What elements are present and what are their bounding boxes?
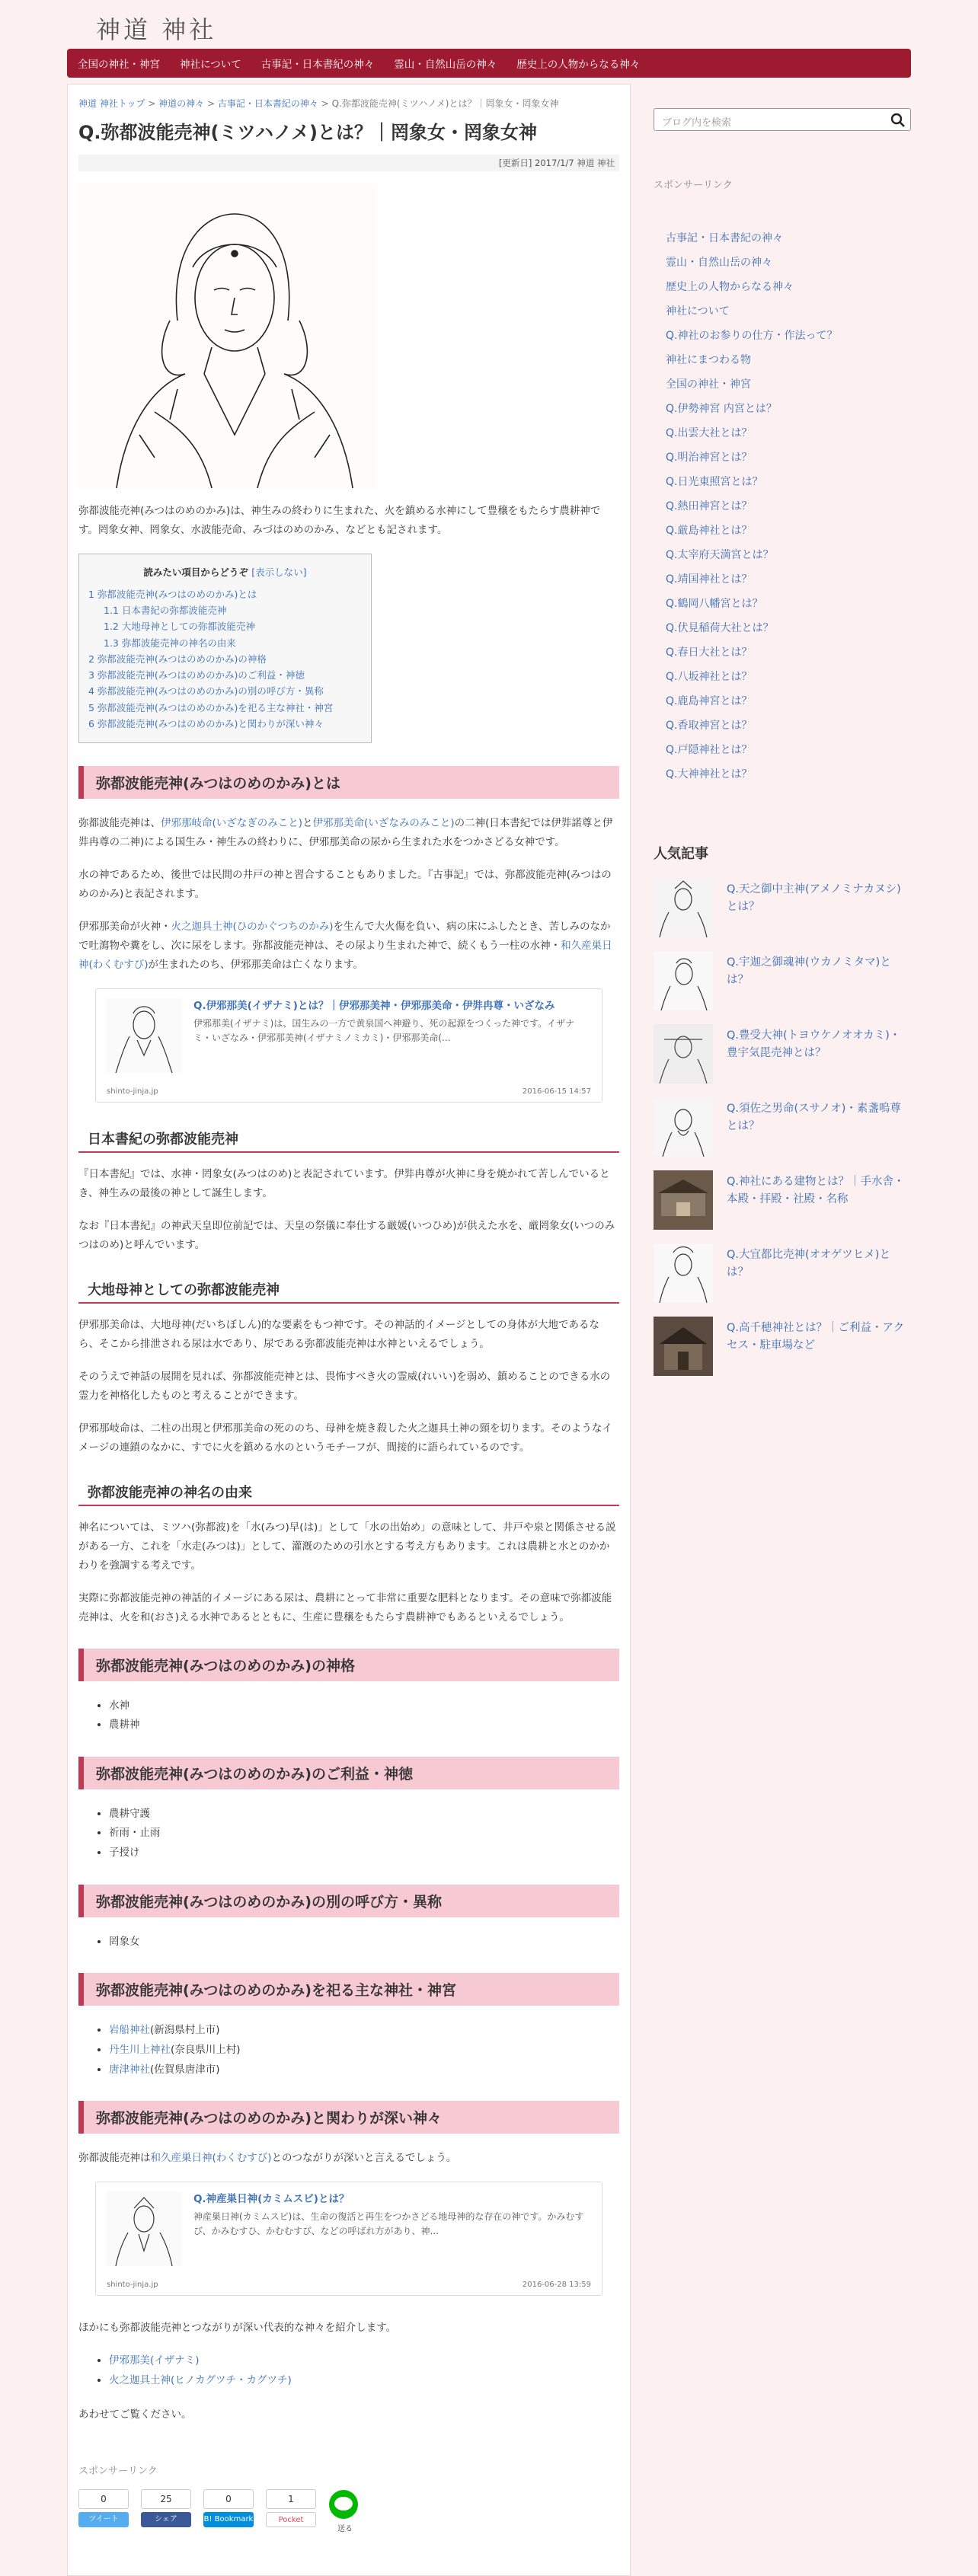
- sidebar-link[interactable]: Q.太宰府天満宮とは？: [666, 549, 774, 561]
- section-paragraph: 『日本書紀』では、水神・罔象女(みつはのめ)と表記されています。伊弉冉尊が火神に身を焼かれて苦しんでいるとき、神生みの最後の神として誕生します。: [78, 1167, 610, 1199]
- popular-item[interactable]: [654, 1317, 911, 1376]
- section-paragraph: 神名については、ミツハ(弥都波)を「水(みつ)早(は)」として「水の出始め」の意味として、井戸や泉と関係させる説がある一方、これを「水走(みつは)」として、灌漑のための引水とする考え方もあります。これは農耕と水とのかかわりを強調する考えです。: [78, 1521, 616, 1572]
- benefits-list: [109, 1805, 619, 1863]
- toc-toggle[interactable]: [表示しない]: [251, 566, 307, 578]
- link-wakumusubi[interactable]: 和久産巣日神(わくむすび): [150, 2152, 272, 2165]
- section-heading: 弥都波能売神(みつはのめのかみ)と関わりが深い神々: [78, 2101, 619, 2134]
- breadcrumb: 神道 神社トップ > 神道の神々 > 古事記・日本書紀の神々 > Q.弥都波能売神(ミツハノメ)とは？｜罔象女・罔象女神: [78, 98, 559, 109]
- list-item: • 丹生川上神社(奈良県川上村): [109, 2041, 619, 2060]
- sidebar-link[interactable]: 神社にまつわる物: [666, 354, 751, 366]
- section-paragraph: 実際に弥都波能売神の神話的イメージにある尿は、農耕にとって非常に重要な肥料となります。その意味で弥都波能売神は、火を和(おさ)える水神であるとともに、生産に豊穣をもたらす農耕神でもあるといえるでしょう。: [78, 1591, 612, 1623]
- toc-item: [88, 586, 362, 602]
- popular-item[interactable]: [654, 1170, 911, 1230]
- facebook-count: 25: [141, 2489, 191, 2509]
- nav-item-kojiki[interactable]: 古事記・日本書紀の神々: [260, 59, 375, 71]
- list-item: • 農耕守護: [109, 1805, 619, 1824]
- search-icon[interactable]: [890, 113, 906, 128]
- breadcrumb-kojiki[interactable]: 古事記・日本書紀の神々: [217, 98, 318, 109]
- section-paragraph: 弥都波能売神は和久産巣日神(わくむすび)とのつながりが深いと言えるでしょう。: [78, 2152, 457, 2165]
- sidebar-link[interactable]: Q.明治神宮とは？: [666, 452, 753, 464]
- nav-item-about[interactable]: 神社について: [180, 59, 241, 71]
- sidebar-item: [654, 348, 911, 372]
- breadcrumb-gods[interactable]: 神道の神々: [158, 98, 205, 109]
- sidebar-item: [654, 762, 911, 787]
- section-paragraph: 伊邪那美命が火神・火之迦具土神(ひのかぐつちのかみ)を生んで大火傷を負い、病の床にふしたとき、苦しみのなかで吐瀉物や糞をし、次に尿をします。弥都波能売神は、その尿より生まれた神で、続くもう一柱の水神・和久産巣日神(わくむすび)が生まれたのち、伊邪那美命は亡くなります。: [78, 921, 612, 971]
- global-nav: [67, 49, 911, 78]
- section-paragraph: 水の神であるため、後世では民間の井戸の神と習合することもありました。『古事記』では、弥都波能売神(みつはのめのかみ)と表記されます。: [78, 869, 612, 901]
- related-gods-list: [109, 2351, 619, 2390]
- list-item: • 岩船神社(新潟県村上市): [109, 2021, 619, 2041]
- sidebar-link[interactable]: Q.八坂神社とは？: [666, 671, 753, 683]
- card-date: 2016-06-28 13:59: [522, 2281, 591, 2290]
- section-paragraph: あわせてご覧ください。: [78, 2408, 192, 2421]
- popular-item[interactable]: [654, 951, 911, 1010]
- section-paragraph: ほかにも弥都波能売神とつながりが深い代表的な神々を紹介します。: [78, 2322, 397, 2335]
- popular-link[interactable]: Q.天之御中主神(アメノミナカヌシ)とは？: [727, 883, 901, 914]
- list-item: • 子授け: [109, 1843, 619, 1863]
- sidebar-link[interactable]: Q.大神神社とは？: [666, 768, 753, 780]
- line-share[interactable]: [328, 2489, 362, 2535]
- sidebar-item: [654, 616, 911, 640]
- sidebar-item: [654, 665, 911, 689]
- sidebar-item: [654, 519, 911, 543]
- facebook-share[interactable]: [141, 2489, 194, 2535]
- line-icon[interactable]: [328, 2489, 359, 2520]
- nav-item-shrines[interactable]: 全国の神社・神宮: [78, 59, 160, 71]
- popular-item[interactable]: [654, 1097, 911, 1157]
- popular-item[interactable]: [654, 1243, 911, 1303]
- table-of-contents: [78, 554, 372, 743]
- line-label: 送る: [337, 2525, 353, 2534]
- sidebar-link[interactable]: Q.鹿島神宮とは？: [666, 695, 753, 707]
- sidebar-link[interactable]: Q.伏見稲荷大社とは？: [666, 622, 774, 634]
- popular-item[interactable]: [654, 1024, 911, 1084]
- toc-item: [88, 700, 362, 716]
- section-paragraph: 伊邪那岐命は、二柱の出現と伊邪那美命の死ののち、母神を焼き殺した火之迦具土神の頸を切ります。そのようなイメージの連鎖のなかに、すでに火を鎮める水のというモチーフが、間接的に語られているのです。: [78, 1422, 612, 1454]
- sidebar-item: [654, 494, 911, 519]
- toc-link[interactable]: 1.1 日本書紀の弥都波能売神: [104, 605, 227, 617]
- related-article-card[interactable]: [95, 2182, 602, 2296]
- section-heading: 弥都波能売神(みつはのめのかみ)の神格: [78, 1649, 619, 1681]
- sidebar-item: [654, 543, 911, 567]
- toc-link[interactable]: 6 弥都波能売神(みつはのめのかみ)と関わりが深い神々: [88, 717, 324, 729]
- shrine-link[interactable]: 岩船神社: [109, 2024, 150, 2037]
- sidebar-link[interactable]: Q.戸隠神社とは？: [666, 744, 753, 756]
- kamimusubi-thumbnail-image: [107, 2191, 181, 2266]
- sidebar-link[interactable]: Q.鶴岡八幡宮とは？: [666, 598, 763, 610]
- section-heading: 弥都波能売神(みつはのめのかみ)の別の呼び方・異称: [78, 1885, 619, 1917]
- toc-item: [88, 635, 362, 651]
- sidebar-link[interactable]: 古事記・日本書紀の神々: [666, 232, 783, 244]
- facebook-button[interactable]: シェア: [141, 2512, 191, 2527]
- toc-item: [88, 602, 362, 618]
- toc-link[interactable]: 5 弥都波能売神(みつはのめのかみ)を祀る主な神社・神宮: [88, 701, 334, 713]
- sidebar-item: [654, 226, 911, 251]
- card-title-link[interactable]: Q.神産巣日神(カミムスビ)とは？: [193, 2193, 350, 2206]
- sidebar-sponsored-label: スポンサーリンク: [654, 180, 733, 191]
- sidebar-item: [654, 372, 911, 397]
- sidebar-item: [654, 397, 911, 421]
- hatena-button[interactable]: B! Bookmark: [203, 2512, 254, 2527]
- link-izanami[interactable]: 伊邪那美命(いざなみのみこと): [312, 817, 455, 830]
- search-input[interactable]: [654, 108, 911, 131]
- sidebar-link[interactable]: Q.神社のお参りの仕方・作法って？: [666, 330, 838, 342]
- sidebar-item: [654, 738, 911, 762]
- card-date: 2016-06-15 14:57: [522, 1087, 591, 1096]
- toc-item: [88, 667, 362, 683]
- toc-link[interactable]: 2 弥都波能売神(みつはのめのかみ)の神格: [88, 653, 267, 665]
- sidebar-item: [654, 470, 911, 494]
- article-meta: [更新日] 2017/1/7 神道 神社: [78, 155, 619, 171]
- link-kagutsuchi[interactable]: 火之迦具土神(ひのかぐつちのかみ): [171, 921, 334, 934]
- list-item: • 祈雨・止雨: [109, 1824, 619, 1843]
- sidebar-link[interactable]: Q.厳島神社とは？: [666, 525, 753, 537]
- shrine-building-image[interactable]: [654, 1170, 713, 1230]
- list-item: [109, 2371, 619, 2391]
- breadcrumb-current: Q.弥都波能売神(ミツハノメ)とは？｜罔象女・罔象女神: [331, 98, 559, 109]
- list-item: • 農耕神: [109, 1716, 619, 1735]
- intro-paragraph: 弥都波能売神(みつはのめのかみ)は、神生みの終わりに生まれた、火を鎮める水神にして豊穣をもたらす農耕神です。罔象女神、罔象女、水波能売命、みづはのめのかみ、などとも記されます。: [78, 505, 601, 536]
- sidebar-links: [654, 226, 911, 787]
- sidebar-item: [654, 251, 911, 275]
- subsection-heading: 大地母神としての弥都波能売神: [78, 1276, 619, 1304]
- popular-list: [654, 878, 911, 1376]
- toc-link[interactable]: 1.2 大地母神としての弥都波能売神: [104, 621, 255, 633]
- twitter-count: 0: [78, 2489, 129, 2509]
- site-logo[interactable]: 神道 神社: [96, 15, 217, 44]
- takachiho-shrine-image[interactable]: [654, 1317, 713, 1376]
- divinity-list: [109, 1697, 619, 1735]
- list-item: • 水神: [109, 1697, 619, 1716]
- alias-list: [109, 1933, 619, 1952]
- hatena-share[interactable]: [203, 2489, 257, 2535]
- sidebar-item: [654, 567, 911, 592]
- section-heading: 弥都波能売神(みつはのめのかみ)を祀る主な神社・神宮: [78, 1973, 619, 2006]
- sidebar-item: [654, 640, 911, 665]
- sidebar-link[interactable]: 霊山・自然山岳の神々: [666, 257, 772, 269]
- hatena-count: 0: [203, 2489, 254, 2509]
- card-description: 神産巣日神(カミムスビ)は、生命の復活と再生をつかさどる地母神的な存在の神です。かみむすび、かみむすひ、かむむすび、などの呼ばれ方があり、神...: [193, 2211, 584, 2237]
- sidebar-link[interactable]: Q.伊勢神宮 内宮とは？: [666, 403, 777, 415]
- breadcrumb-top[interactable]: 神道 神社トップ: [78, 98, 145, 109]
- izanami-thumbnail-image: [107, 998, 181, 1073]
- popular-link[interactable]: Q.大宜都比売神(オオゲツヒメ)とは？: [727, 1249, 890, 1279]
- section-paragraph: そのうえで神話の展開を見れば、弥都波能売神とは、畏怖すべき火の霊威(れいい)を弱め、鎮めることのできる水の霊力を神格化したものと考えることができます。: [78, 1370, 611, 1402]
- tweet-button[interactable]: ツイート: [78, 2512, 129, 2527]
- toc-item: [88, 618, 362, 634]
- toc-link[interactable]: 3 弥都波能売神(みつはのめのかみ)のご利益・神徳: [88, 669, 305, 682]
- sidebar-item: [654, 592, 911, 616]
- shrine-link[interactable]: 丹生川上神社: [109, 2043, 171, 2056]
- sidebar-link[interactable]: Q.香取神宮とは？: [666, 720, 753, 732]
- pocket-button[interactable]: Pocket: [266, 2512, 316, 2527]
- related-article-card[interactable]: [95, 988, 602, 1103]
- section-paragraph: 伊邪那美命は、大地母神(だいちぼしん)的な要素をもつ神です。その神話的イメージとしての身体が大地であるなら、そこから排泄される尿は水であり、尿である弥都波能売神は水神といえるでしょう。: [78, 1318, 600, 1350]
- popular-link[interactable]: Q.神社にある建物とは？｜手水舎・本殿・拝殿・社殿・名称: [727, 1176, 905, 1206]
- sidebar-link[interactable]: Q.日光東照宮とは？: [666, 476, 763, 488]
- goddess-portrait-image: [78, 184, 377, 488]
- toyouke-image[interactable]: [654, 1024, 713, 1084]
- twitter-share[interactable]: [78, 2489, 132, 2535]
- sidebar-link[interactable]: 歴史上の人物からなる神々: [666, 281, 794, 293]
- ogetsuhime-image[interactable]: [654, 1243, 713, 1303]
- sidebar-link[interactable]: 全国の神社・神宮: [666, 378, 751, 391]
- sponsored-label: スポンサーリンク: [78, 2466, 158, 2478]
- sidebar: [654, 84, 911, 1390]
- site-header: [0, 0, 978, 46]
- sidebar-item: [654, 713, 911, 738]
- toc-link[interactable]: 1.3 弥都波能売神の神名の由来: [104, 637, 236, 649]
- pocket-share[interactable]: [266, 2489, 319, 2535]
- section-paragraph: 弥都波能売神は、伊邪那岐命(いざなぎのみこと)と伊邪那美命(いざなみのみこと)の二神(日本書紀では伊弉諾尊と伊弉冉尊の二神)による国生み・神生みの終わりに、伊邪那美命の尿から生まれた水をつかさどる女神です。: [78, 817, 613, 849]
- section-heading: 弥都波能売神(みつはのめのかみ)とは: [78, 766, 619, 799]
- toc-link[interactable]: 4 弥都波能売神(みつはのめのかみ)の別の呼び方・異称: [88, 685, 324, 697]
- toc-list: [88, 586, 362, 732]
- popular-link[interactable]: Q.高千穂神社とは？｜ご利益・アクセス・駐車場など: [727, 1322, 905, 1352]
- sidebar-item: [654, 445, 911, 470]
- shrine-list: [109, 2021, 619, 2080]
- page-title: Q.弥都波能売神(ミツハノメ)とは？｜罔象女・罔象女神: [78, 122, 538, 143]
- toc-item: [88, 683, 362, 699]
- nav-item-historical[interactable]: 歴史上の人物からなる神々: [516, 59, 641, 71]
- ukanomitama-image[interactable]: [654, 951, 713, 1010]
- popular-item[interactable]: [654, 878, 911, 937]
- list-item: [109, 2351, 619, 2371]
- card-source: shinto-jinja.jp: [107, 1087, 158, 1096]
- card-title-link[interactable]: Q.伊邪那美(イザナミ)とは？｜伊邪那美神・伊邪那美命・伊弉冉尊・いざなみ: [193, 999, 555, 1012]
- link-izanagi[interactable]: 伊邪那岐命(いざなぎのみこと): [161, 817, 303, 830]
- list-item: • 罔象女: [109, 1933, 619, 1952]
- sidebar-link[interactable]: Q.熱田神宮とは？: [666, 500, 753, 512]
- card-description: 伊邪那美(イザナミ)は、国生みの一方で黄泉国へ神避り、死の起源をつくった神です。イザナミ・いざなみ・伊邪那美神(イザナミノミカミ)・伊邪那美命(...: [193, 1017, 575, 1044]
- sidebar-item: [654, 421, 911, 445]
- article-main: [67, 84, 631, 2576]
- sidebar-link[interactable]: 神社について: [666, 305, 730, 318]
- pocket-count: 1: [266, 2489, 316, 2509]
- sidebar-item: [654, 689, 911, 713]
- subsection-heading: 日本書紀の弥都波能売神: [78, 1125, 619, 1153]
- sidebar-link[interactable]: Q.春日大社とは？: [666, 646, 753, 659]
- toc-item: [88, 716, 362, 732]
- popular-heading: 人気記事: [654, 846, 708, 862]
- list-item: • 唐津神社(佐賀県唐津市): [109, 2060, 619, 2080]
- related-god-link[interactable]: 火之迦具土神(ヒノカグツチ・カグツチ): [109, 2373, 292, 2386]
- share-buttons: [78, 2489, 619, 2535]
- toc-item: [88, 651, 362, 667]
- sidebar-item: [654, 299, 911, 324]
- subsection-heading: 弥都波能売神の神名の由来: [78, 1479, 619, 1506]
- related-god-link[interactable]: 伊邪那美(イザナミ): [109, 2354, 200, 2367]
- sidebar-item: [654, 275, 911, 299]
- ame-no-minakanushi-image[interactable]: [654, 878, 713, 937]
- section-paragraph: なお『日本書紀』の神武天皇即位前記では、天皇の祭儀に奉仕する厳媛(いつひめ)が供えた水を、厳罔象女(いつのみつはのめ)と呼んでいます。: [78, 1219, 615, 1251]
- susanoo-image[interactable]: [654, 1097, 713, 1157]
- toc-title: 読みたい項目からどうぞ: [143, 566, 248, 578]
- search-placeholder: ブログ内を検索: [662, 117, 732, 129]
- popular-link[interactable]: Q.豊受大神(トヨウケノオオカミ)・豊宇気毘売神とは？: [727, 1029, 901, 1060]
- nav-item-mountains[interactable]: 霊山・自然山岳の神々: [394, 59, 497, 71]
- sidebar-link[interactable]: Q.出雲大社とは？: [666, 427, 753, 439]
- sidebar-item: [654, 324, 911, 348]
- card-source: shinto-jinja.jp: [107, 2281, 158, 2290]
- toc-link[interactable]: 1 弥都波能売神(みつはのめのかみ)とは: [88, 588, 257, 600]
- shrine-link[interactable]: 唐津神社: [109, 2063, 150, 2076]
- popular-link[interactable]: Q.須佐之男命(スサノオ)・素盞嗚尊とは？: [727, 1103, 901, 1133]
- link-wakumusubi[interactable]: 和久産巣日神(わくむすび): [78, 940, 612, 971]
- section-heading: 弥都波能売神(みつはのめのかみ)のご利益・神徳: [78, 1757, 619, 1789]
- sidebar-link[interactable]: Q.靖国神社とは？: [666, 573, 753, 586]
- popular-link[interactable]: Q.宇迦之御魂神(ウカノミタマ)とは？: [727, 956, 891, 987]
